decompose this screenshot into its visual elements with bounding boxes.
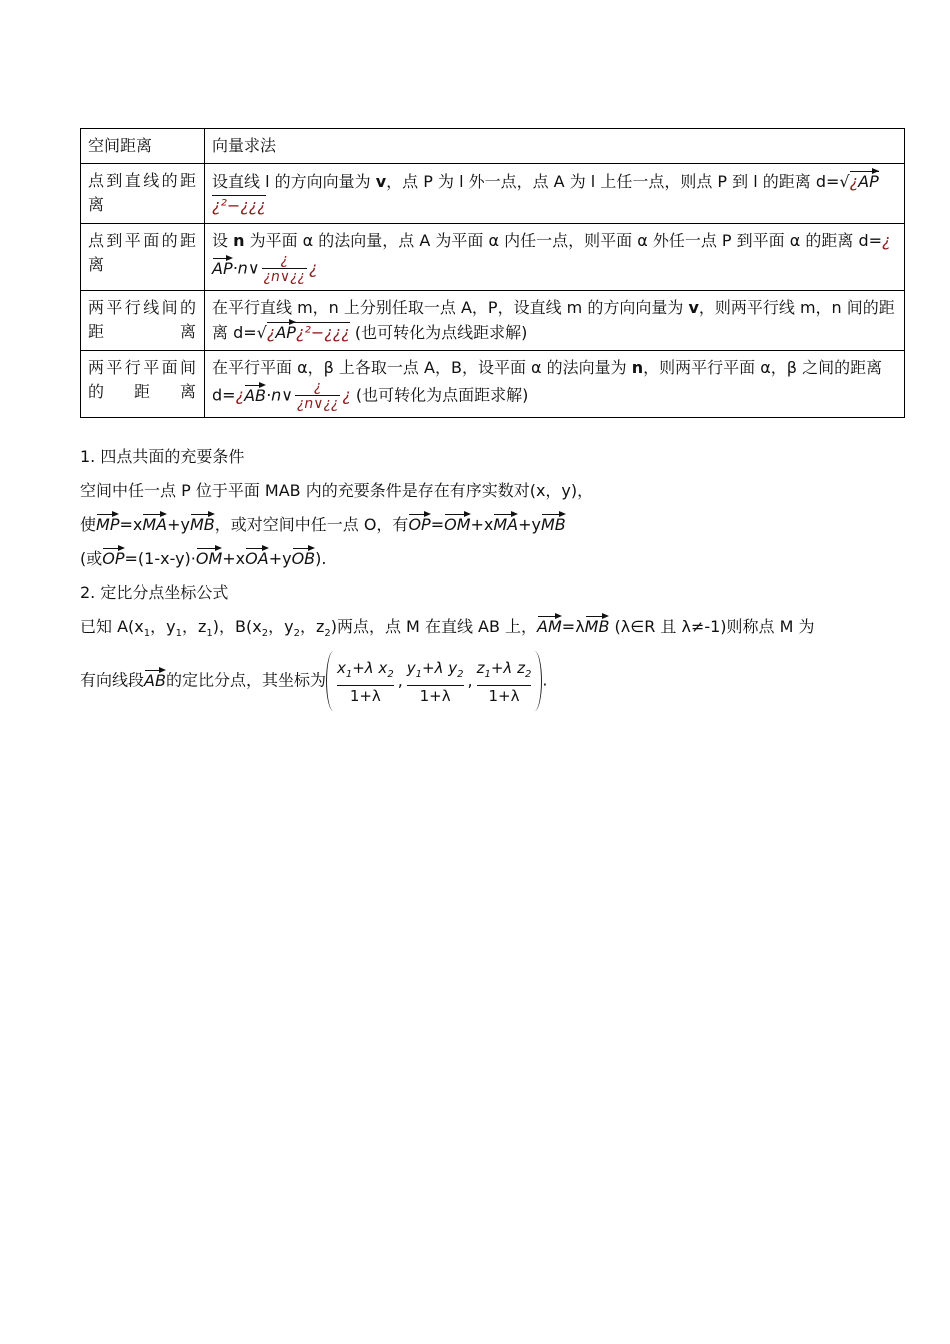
- row-content: 在平行直线 m，n 上分别任取一点 A，P，设直线 m 的方向向量为 v，则两平行线 m，n 间的距离 d=√¿AP¿²−¿¿¿ (也可转化为点线距求解): [205, 291, 905, 351]
- sqrt-body: ¿AP¿²−¿¿¿: [212, 171, 879, 215]
- table-row: [81, 291, 905, 351]
- row-content: 设 n 为平面 α 的法向量，点 A 为平面 α 内任一点，则平面 α 外任一点 P 到平面 α 的距离 d=¿AP·n∨ $\frac{¿}{¿n\vee¿¿}$ ¿: [205, 224, 905, 291]
- row-content: 设直线 l 的方向向量为 v，点 P 为 l 外一点，点 A 为 l 上任一点，则点 P 到 l 的距离 d=√¿AP¿²−¿¿¿: [205, 164, 905, 224]
- document-page: [80, 128, 906, 711]
- header-cell-method: 向量求法: [205, 129, 905, 164]
- vector-ap: AP: [275, 320, 296, 342]
- sqrt-body: ¿AP¿²−¿¿¿: [267, 322, 350, 342]
- fraction: $\frac{¿}{¿n\vee¿¿}$: [296, 379, 339, 412]
- ratio-statement: 已知 $A(x_1$，$y_1$，$z_1$)，$B(x_2$，$y_2$，$z_2$)两点，点 M 在直线 AB 上，AM=λMB (λ∈R 且 λ≠-1)则称点 M 为: [80, 610, 906, 651]
- sqrt-symbol: √: [839, 172, 850, 191]
- coplanar-statement: 空间中任一点 P 位于平面 MAB 内的充要条件是存在有序实数对(x，y)，: [80, 481, 594, 500]
- coplanar-formula-2: (或OP=(1-x-y)·OM+xOA+yOB).: [80, 542, 906, 576]
- table-row: [81, 351, 905, 418]
- row-label: 两平行平面间的距离: [81, 351, 205, 418]
- table-row: [81, 224, 905, 291]
- vector-ap: AP: [858, 169, 879, 191]
- section-heading-coplanar: 1. 四点共面的充要条件: [80, 447, 245, 466]
- table-header-row: [81, 129, 905, 164]
- row-label: 两平行线间的距离: [81, 291, 205, 351]
- row-label: 点到直线的距离: [81, 164, 205, 224]
- coplanar-formula-1: 使MP=xMA+yMB，或对空间中任一点 O，有OP=OM+xMA+yMB: [80, 508, 906, 542]
- fraction: $\frac{¿}{¿n\vee¿¿}$: [263, 252, 305, 285]
- distance-table: [80, 128, 905, 418]
- row-content: 在平行平面 α，β 上各取一点 A，B，设平面 α 的法向量为 n，则两平行平面 α，β 之间的距离 d=¿AB·n∨ $\frac{¿}{¿n\vee¿¿}$ ¿ (也可转化为点面距求解): [205, 351, 905, 418]
- sqrt-symbol: √: [256, 323, 267, 342]
- header-cell-distance: 空间距离: [81, 129, 205, 164]
- vector-ab: AB: [244, 383, 266, 405]
- section-heading-ratio: 2. 定比分点坐标公式: [80, 583, 229, 602]
- table-row: [81, 164, 905, 224]
- vector-ap: AP: [212, 256, 233, 278]
- coordinate-tuple: $\frac{x_1+\lambda x_2}{1+\lambda}$ , $\frac{y_1+\lambda y_2}{1+\lambda}$ , $\frac{z_1+\lambda z_2}{1+\lambda}$: [326, 651, 542, 711]
- ratio-coordinates: 有向线段AB的定比分点，其坐标为 $\frac{x_1+\lambda x_2}{1+\lambda}$ , $\frac{y_1+\lambda y_2}{1+\lambda}$ , $\frac{z_1+\lambda z_2}{1+\lambda}$ .: [80, 651, 906, 711]
- row-label: 点到平面的距离: [81, 224, 205, 291]
